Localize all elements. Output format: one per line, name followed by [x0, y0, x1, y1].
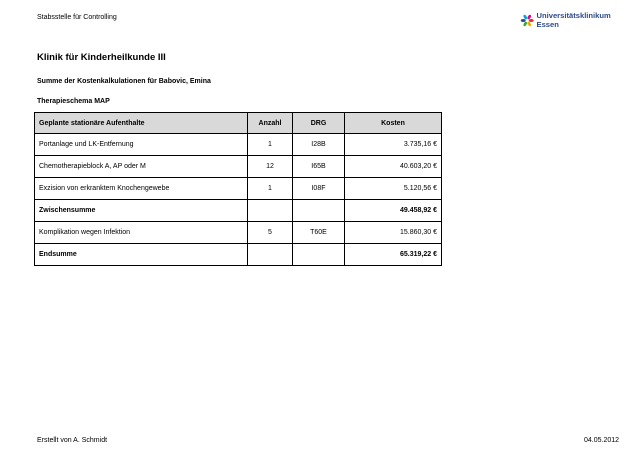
row-drg: I28B [293, 134, 345, 156]
logo-icon [520, 13, 535, 28]
row-description: Chemotherapieblock A, AP oder M [35, 156, 248, 178]
row-drg [293, 244, 345, 266]
header-stays: Geplante stationäre Aufenthalte [35, 113, 248, 134]
created-by: Erstellt von A. Schmidt [37, 437, 108, 444]
header-costs: Kosten [345, 113, 442, 134]
total-row [35, 244, 442, 266]
header-count: Anzahl [248, 113, 293, 134]
logo [520, 11, 632, 29]
row-count: 1 [248, 178, 293, 200]
logo-petal [523, 21, 528, 27]
row-drg: I08F [293, 178, 345, 200]
row-drg [293, 200, 345, 222]
row-costs: 65.319,22 € [345, 244, 442, 266]
table-row [35, 222, 442, 244]
logo-petal [523, 14, 528, 20]
row-costs: 49.458,92 € [345, 200, 442, 222]
row-count: 1 [248, 134, 293, 156]
row-count: 12 [248, 156, 293, 178]
row-description: Exzision von erkranktem Knochengewebe [35, 178, 248, 200]
row-count [248, 244, 293, 266]
report-date: 04.05.2012 [584, 437, 620, 444]
row-count [248, 200, 293, 222]
row-drg: T60E [293, 222, 345, 244]
therapy-scheme-heading: Therapieschema MAP [37, 98, 110, 105]
row-description: Endsumme [35, 244, 248, 266]
logo-petal [521, 19, 526, 22]
row-costs: 3.735,16 € [345, 134, 442, 156]
row-count: 5 [248, 222, 293, 244]
logo-petal [527, 21, 532, 27]
summary-heading: Summe der Kostenkalkulationen für Babovic, Emina [37, 78, 211, 85]
department-label: Stabsstelle für Controlling [37, 14, 117, 21]
row-description: Komplikation wegen Infektion [35, 222, 248, 244]
cost-table [34, 112, 442, 266]
logo-petal [529, 19, 534, 22]
logo-text: Universitätsklinikum Essen [536, 11, 611, 29]
row-description: Zwischensumme [35, 200, 248, 222]
clinic-title: Klinik für Kinderheilkunde III [37, 52, 166, 63]
table-row [35, 178, 442, 200]
header-drg: DRG [293, 113, 345, 134]
row-costs: 15.860,30 € [345, 222, 442, 244]
row-costs: 40.603,20 € [345, 156, 442, 178]
row-description: Portanlage und LK-Entfernung [35, 134, 248, 156]
table-header-row [35, 113, 442, 134]
row-costs: 5.120,56 € [345, 178, 442, 200]
logo-petal [527, 14, 532, 20]
table-row [35, 156, 442, 178]
subtotal-row [35, 200, 442, 222]
table-row [35, 134, 442, 156]
row-drg: I65B [293, 156, 345, 178]
